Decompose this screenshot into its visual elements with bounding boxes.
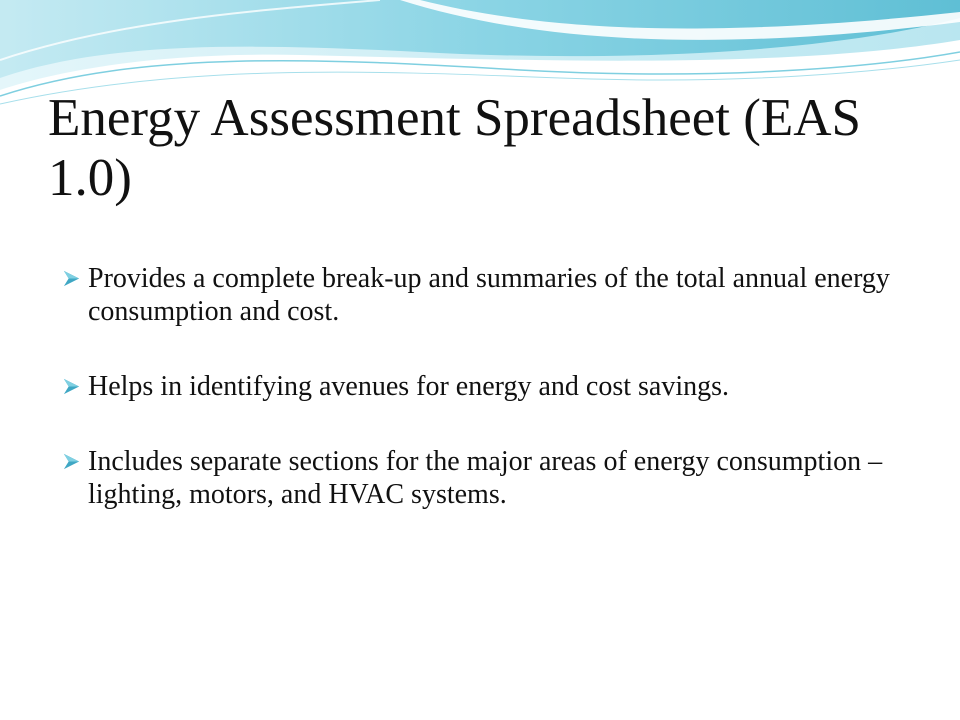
slide-title: Energy Assessment Spreadsheet (EAS 1.0) [48,89,862,207]
arrowhead-bullet-icon [62,269,81,288]
bullet-text: Helps in identifying avenues for energy and cost savings. [88,371,730,402]
arrowhead-bullet-icon [62,452,81,471]
bullet-text: Includes separate sections for the major areas of energy consumption – lighting, motors, and HVAC systems. [88,446,883,510]
bullet-item [62,370,902,403]
bullet-text: Provides a complete break-up and summaries of the total annual energy consumption and cost. [88,263,890,327]
bullet-item [62,262,902,328]
bullet-item [62,445,902,511]
bullet-list [62,262,902,553]
arrowhead-bullet-icon [62,377,81,396]
